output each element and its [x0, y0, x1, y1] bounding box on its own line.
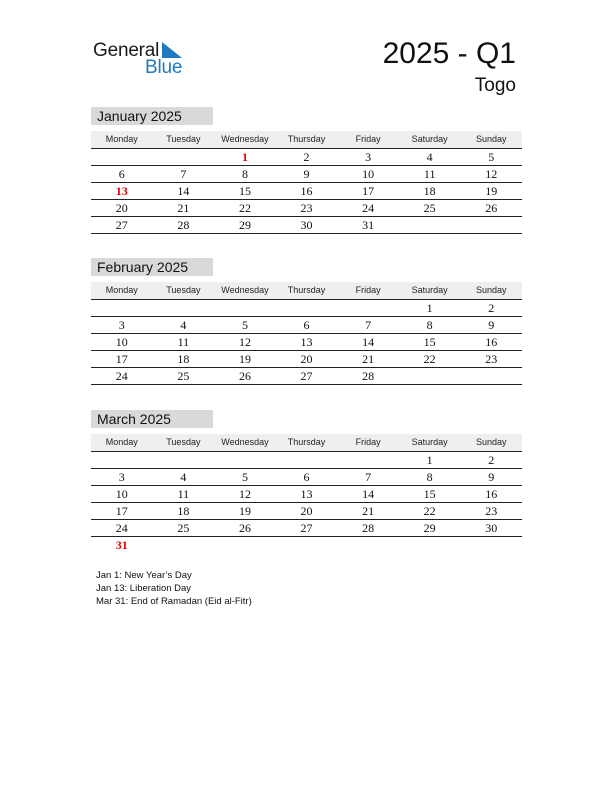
- month-calendar: [91, 410, 522, 553]
- weekday-label: Tuesday: [166, 285, 201, 295]
- weekday-label: Thursday: [287, 437, 326, 447]
- day-cell: 27: [300, 369, 313, 383]
- day-cell: 22: [238, 201, 251, 215]
- weekday-label: Monday: [105, 437, 138, 447]
- day-cell: 19: [238, 352, 251, 366]
- day-cell: 9: [488, 470, 495, 484]
- week-row: [91, 368, 522, 385]
- week-row: [91, 149, 522, 166]
- day-cell: 22: [423, 504, 436, 518]
- week-row: [91, 520, 522, 537]
- day-cell: 19: [238, 504, 251, 518]
- week-row: [91, 317, 522, 334]
- month-name: January 2025: [91, 107, 213, 125]
- month-calendar: [91, 258, 522, 385]
- month-name: February 2025: [91, 258, 213, 276]
- weekday-label: Wednesday: [221, 134, 269, 144]
- day-cell: 2: [488, 301, 495, 315]
- holiday-note: Jan 13: Liberation Day: [96, 583, 192, 594]
- day-cell: 10: [115, 335, 128, 349]
- day-cell: 18: [177, 504, 190, 518]
- day-cell: 12: [238, 335, 251, 349]
- weekday-label: Wednesday: [221, 285, 269, 295]
- day-cell: 2: [488, 453, 495, 467]
- day-cell: [91, 149, 153, 165]
- week-row: [91, 469, 522, 486]
- day-cell: [153, 300, 215, 316]
- weekday-label: Tuesday: [166, 437, 201, 447]
- weekday-header-row: [91, 434, 522, 452]
- day-cell: 9: [303, 167, 310, 181]
- day-cell: 30: [300, 218, 313, 232]
- day-cell: 11: [423, 167, 436, 181]
- day-cell: [153, 537, 215, 553]
- day-cell: 24: [115, 369, 128, 383]
- day-cell: 5: [488, 150, 495, 164]
- day-cell: 14: [177, 184, 190, 198]
- day-cell: 8: [241, 167, 248, 181]
- page-title: 2025 - Q1: [382, 37, 516, 70]
- day-cell: 18: [423, 184, 436, 198]
- day-cell: [337, 452, 399, 468]
- day-cell: 28: [362, 369, 375, 383]
- day-cell: [91, 300, 153, 316]
- day-cell: [460, 217, 522, 233]
- day-cell: 13: [300, 335, 313, 349]
- day-cell: 31: [362, 218, 375, 232]
- day-cell: 6: [118, 167, 125, 181]
- month-name: March 2025: [91, 410, 213, 428]
- day-cell: 27: [300, 521, 313, 535]
- week-row: [91, 183, 522, 200]
- month-calendar: [91, 107, 522, 234]
- day-cell: 10: [115, 487, 128, 501]
- day-cell: 11: [177, 335, 190, 349]
- day-cell: 26: [238, 521, 251, 535]
- weekday-label: Saturday: [411, 437, 448, 447]
- day-cell: 20: [300, 352, 313, 366]
- day-cell: [337, 537, 399, 553]
- day-cell: 22: [423, 352, 436, 366]
- day-cell: 12: [485, 167, 498, 181]
- day-cell: 13: [300, 487, 313, 501]
- day-cell: 21: [177, 201, 190, 215]
- day-cell: 25: [177, 521, 190, 535]
- day-cell: 24: [362, 201, 375, 215]
- day-cell: 25: [423, 201, 436, 215]
- day-cell: 16: [300, 184, 313, 198]
- day-cell: [153, 452, 215, 468]
- week-row: [91, 486, 522, 503]
- week-row: [91, 351, 522, 368]
- weekday-label: Friday: [355, 134, 381, 144]
- day-cell: [276, 452, 338, 468]
- day-cell: 15: [423, 487, 436, 501]
- day-cell: 28: [177, 218, 190, 232]
- weekday-label: Sunday: [475, 134, 507, 144]
- day-cell: [91, 452, 153, 468]
- day-cell: 29: [238, 218, 251, 232]
- day-cell: 29: [423, 521, 436, 535]
- week-row: [91, 217, 522, 234]
- day-cell: 15: [423, 335, 436, 349]
- day-cell: [399, 217, 461, 233]
- day-cell: 17: [362, 184, 375, 198]
- day-cell: 2: [303, 150, 310, 164]
- day-cell: [276, 300, 338, 316]
- weekday-label: Sunday: [475, 437, 507, 447]
- day-cell: 23: [485, 352, 498, 366]
- day-cell: 23: [485, 504, 498, 518]
- day-cell: 3: [365, 150, 372, 164]
- day-cell: 23: [300, 201, 313, 215]
- day-cell: 6: [303, 318, 310, 332]
- day-cell: [153, 149, 215, 165]
- day-cell: 18: [177, 352, 190, 366]
- day-cell: 26: [238, 369, 251, 383]
- weekday-header-row: [91, 131, 522, 149]
- day-cell: 3: [118, 318, 125, 332]
- day-cell: [399, 368, 461, 384]
- week-row: [91, 200, 522, 217]
- weekday-label: Tuesday: [166, 134, 201, 144]
- country-name: Togo: [474, 75, 516, 96]
- weekday-label: Friday: [355, 285, 381, 295]
- day-cell: 16: [485, 487, 498, 501]
- day-cell: 26: [485, 201, 498, 215]
- day-cell: 5: [241, 318, 248, 332]
- day-cell: 15: [238, 184, 251, 198]
- day-cell: 1: [426, 453, 433, 467]
- holiday-note: Jan 1: New Year’s Day: [96, 570, 192, 581]
- holiday-notes: [96, 569, 252, 608]
- day-cell: 17: [115, 504, 128, 518]
- day-cell: 12: [238, 487, 251, 501]
- day-cell: 9: [488, 318, 495, 332]
- day-cell: 7: [365, 470, 372, 484]
- day-cell: 7: [365, 318, 372, 332]
- weekday-label: Thursday: [287, 134, 326, 144]
- day-cell: [214, 300, 276, 316]
- day-cell: 14: [362, 487, 375, 501]
- day-cell: 20: [115, 201, 128, 215]
- day-cell: 4: [180, 318, 187, 332]
- day-cell: 24: [115, 521, 128, 535]
- day-cell: 6: [303, 470, 310, 484]
- day-cell: 10: [362, 167, 375, 181]
- logo-general-text: General: [93, 40, 160, 61]
- day-cell: [399, 537, 461, 553]
- day-cell: 19: [485, 184, 498, 198]
- week-row: [91, 537, 522, 553]
- day-cell: 28: [362, 521, 375, 535]
- day-cell: 11: [177, 487, 190, 501]
- day-cell: [214, 537, 276, 553]
- day-cell: 13: [115, 184, 128, 198]
- day-cell: [337, 300, 399, 316]
- day-cell: 5: [241, 470, 248, 484]
- day-cell: 21: [362, 504, 375, 518]
- day-cell: 17: [115, 352, 128, 366]
- day-cell: 8: [426, 470, 433, 484]
- day-cell: 1: [241, 150, 248, 164]
- weekday-label: Friday: [355, 437, 381, 447]
- day-cell: 4: [426, 150, 433, 164]
- day-cell: 31: [115, 538, 128, 552]
- weekday-label: Monday: [105, 285, 138, 295]
- week-row: [91, 452, 522, 469]
- day-cell: 27: [115, 218, 128, 232]
- day-cell: 16: [485, 335, 498, 349]
- day-cell: 7: [180, 167, 187, 181]
- weekday-label: Sunday: [475, 285, 507, 295]
- day-cell: 30: [485, 521, 498, 535]
- weekday-label: Wednesday: [221, 437, 269, 447]
- weekday-header-row: [91, 282, 522, 300]
- day-cell: [460, 368, 522, 384]
- weekday-label: Saturday: [411, 285, 448, 295]
- day-cell: 21: [362, 352, 375, 366]
- week-row: [91, 334, 522, 351]
- logo-blue-text: Blue: [145, 57, 183, 78]
- logo-triangle-icon: [162, 42, 182, 58]
- day-cell: 3: [118, 470, 125, 484]
- day-cell: 1: [426, 301, 433, 315]
- holiday-note: Mar 31: End of Ramadan (Eid al-Fitr): [96, 596, 252, 607]
- day-cell: 8: [426, 318, 433, 332]
- day-cell: [276, 537, 338, 553]
- week-row: [91, 503, 522, 520]
- day-cell: [460, 537, 522, 553]
- logo: [93, 40, 193, 80]
- day-cell: 4: [180, 470, 187, 484]
- weekday-label: Monday: [105, 134, 138, 144]
- weekday-label: Saturday: [411, 134, 448, 144]
- day-cell: 14: [362, 335, 375, 349]
- week-row: [91, 300, 522, 317]
- day-cell: 20: [300, 504, 313, 518]
- weekday-label: Thursday: [287, 285, 326, 295]
- day-cell: 25: [177, 369, 190, 383]
- week-row: [91, 166, 522, 183]
- day-cell: [214, 452, 276, 468]
